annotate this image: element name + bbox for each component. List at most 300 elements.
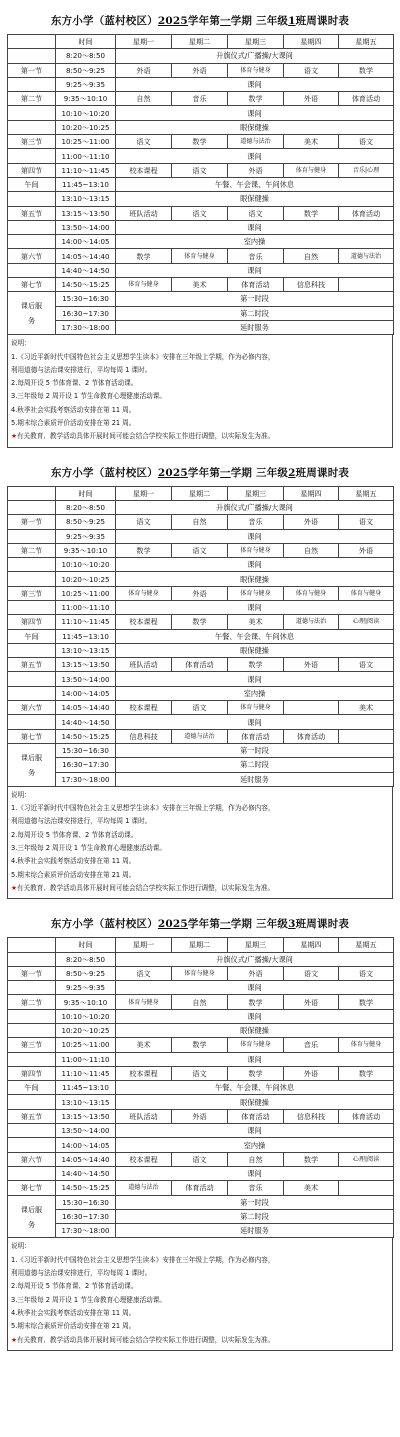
subject-cell: 数学 <box>116 543 172 557</box>
title-part: 一 <box>220 466 231 479</box>
subject-cell: 自然 <box>284 543 339 557</box>
subject-cell: 校本课程 <box>116 615 172 629</box>
subject-cell: 校本课程 <box>116 701 172 715</box>
schedule-title <box>7 460 393 486</box>
activity-cell: 午餐、午会课、午间休息 <box>116 1081 394 1095</box>
subject-cell: 数学 <box>339 995 394 1009</box>
time-cell: 16:30~17:30 <box>56 306 116 320</box>
subject-cell: 数学 <box>228 658 284 672</box>
subject-cell: 数学 <box>228 92 284 106</box>
subject-cell: 体育与健身 <box>116 278 172 292</box>
subject-cell: 体育与健身 <box>339 1038 394 1052</box>
table-row <box>8 1138 394 1152</box>
subject-cell: 自然 <box>284 249 339 263</box>
activity-cell: 课间 <box>116 715 394 729</box>
table-row <box>8 320 394 334</box>
table-row <box>8 1024 394 1038</box>
table-row <box>8 1195 394 1209</box>
period-label-cell <box>8 49 56 63</box>
time-cell: 8:50～9:25 <box>56 63 116 77</box>
period-label-cell: 第一节 <box>8 63 56 77</box>
subject-cell: 体育与健身 <box>228 701 284 715</box>
subject-cell: 音乐 <box>228 249 284 263</box>
time-cell: 14:50～15:25 <box>56 729 116 743</box>
subject-cell: 音乐 <box>284 1038 339 1052</box>
time-cell: 15:30~16:30 <box>56 743 116 757</box>
table-row <box>8 1166 394 1180</box>
table-row <box>8 529 394 543</box>
header-cell: 星期二 <box>172 486 228 500</box>
subject-cell: 音乐 <box>172 92 228 106</box>
activity-cell: 升旗仪式/广播操/大课间 <box>116 49 394 63</box>
time-cell: 11:00～11:10 <box>56 1052 116 1066</box>
table-row <box>8 1095 394 1109</box>
time-cell: 13:15～13:50 <box>56 658 116 672</box>
time-cell: 10:20～10:25 <box>56 572 116 586</box>
time-cell: 14:05～14:40 <box>56 1152 116 1166</box>
table-row <box>8 149 394 163</box>
subject-cell: 自然 <box>172 995 228 1009</box>
table-row <box>8 558 394 572</box>
table-row <box>8 1124 394 1138</box>
activity-cell: 第二时段 <box>116 1209 394 1223</box>
header-cell: 星期五 <box>339 938 394 952</box>
note-line: 利用道德与法治课安排进行，平均每周 1 课时。 <box>11 1269 152 1278</box>
header-cell: 星期五 <box>339 486 394 500</box>
subject-cell: 语文 <box>116 515 172 529</box>
period-label-cell <box>8 1138 56 1152</box>
activity-cell: 午餐、午会课、午间休息 <box>116 629 394 643</box>
time-cell: 16:30~17:30 <box>56 1209 116 1223</box>
title-part: 一 <box>220 15 231 27</box>
period-label-cell: 第二节 <box>8 543 56 557</box>
subject-cell: 体育与健身 <box>228 543 284 557</box>
table-row <box>8 1209 394 1223</box>
activity-cell: 课间 <box>116 600 394 614</box>
activity-cell: 课间 <box>116 106 394 120</box>
note-line: 4.秋季社会实践考察活动安排在第 11 周。 <box>11 1308 136 1317</box>
subject-cell: 道德与法治 <box>284 615 339 629</box>
subject-cell <box>339 729 394 743</box>
subject-cell: 体育与健身 <box>339 586 394 600</box>
time-cell: 11:45~13:10 <box>56 629 116 643</box>
header-cell: 星期四 <box>284 938 339 952</box>
star-icon: ★ <box>11 883 17 892</box>
subject-cell: 外语 <box>284 92 339 106</box>
title-part: 学年第 <box>187 918 221 931</box>
note-line: 1.《习近平新时代中国特色社会主义思想学生读本》安排在三年级上学期，作为必修内容， <box>11 352 275 361</box>
period-label-cell <box>8 558 56 572</box>
title-part: 班周课时表 <box>295 466 350 479</box>
period-label-cell: 第七节 <box>8 1181 56 1195</box>
subject-cell: 班队活动 <box>116 658 172 672</box>
title-part: 学期 三年级 <box>230 466 289 479</box>
notes-title: 说明： <box>11 1242 31 1251</box>
subject-cell <box>284 701 339 715</box>
subject-cell: 道德与法治 <box>228 135 284 149</box>
period-label-cell: 课后服务 <box>8 1195 56 1238</box>
activity-cell: 课间 <box>116 220 394 234</box>
star-note <box>11 1334 389 1347</box>
period-label-cell: 第四节 <box>8 615 56 629</box>
subject-cell: 心理|阅读 <box>339 615 394 629</box>
table-row <box>8 292 394 306</box>
subject-cell: 外语 <box>284 995 339 1009</box>
title-part: 一 <box>220 918 231 931</box>
note-line: 3.三年级每 2 周开设 1 节生命教育心理健康活动课。 <box>11 844 166 853</box>
table-row <box>8 658 394 672</box>
period-label-cell: 第一节 <box>8 966 56 980</box>
subject-cell: 外语 <box>339 543 394 557</box>
subject-cell: 数学 <box>116 249 172 263</box>
table-row <box>8 586 394 600</box>
activity-cell: 升旗仪式/广播操/大课间 <box>116 952 394 966</box>
activity-cell: 课间 <box>116 558 394 572</box>
note-line: 3.三年级每 2 周开设 1 节生命教育心理健康活动课。 <box>11 392 166 401</box>
subject-cell: 体育活动 <box>228 1109 284 1123</box>
table-row <box>8 686 394 700</box>
subject-cell: 体育活动 <box>284 729 339 743</box>
subject-cell: 音乐 <box>228 1181 284 1195</box>
block-spacer <box>0 448 400 460</box>
period-label-cell: 午间 <box>8 1081 56 1095</box>
table-row <box>8 615 394 629</box>
subject-cell: 数学 <box>172 1038 228 1052</box>
time-cell: 14:00～14:05 <box>56 686 116 700</box>
header-cell: 星期一 <box>116 486 172 500</box>
title-part: 学年第 <box>187 15 221 27</box>
time-cell: 13:10～13:15 <box>56 643 116 657</box>
subject-cell: 语文 <box>116 135 172 149</box>
period-label-cell: 第七节 <box>8 729 56 743</box>
activity-cell: 升旗仪式/广播操/大课间 <box>116 500 394 514</box>
subject-cell: 体育与健身 <box>116 995 172 1009</box>
time-cell: 11:10～11:45 <box>56 163 116 177</box>
table-row <box>8 952 394 966</box>
star-note-text: 有关教育、教学活动具体开展时间可能会结合学校实际工作进行调整，以实际发生为准。 <box>16 883 275 892</box>
table-row <box>8 515 394 529</box>
period-label-cell: 第四节 <box>8 163 56 177</box>
star-icon: ★ <box>11 432 17 441</box>
note-line: 4.秋季社会实践考察活动安排在第 11 周。 <box>11 857 136 866</box>
schedule-block <box>7 460 393 900</box>
time-cell: 9:25～9:35 <box>56 529 116 543</box>
subject-cell: 自然 <box>228 1152 284 1166</box>
header-cell: 星期二 <box>172 35 228 49</box>
timetable <box>7 34 394 335</box>
activity-cell: 课间 <box>116 981 394 995</box>
time-cell: 14:40～14:50 <box>56 715 116 729</box>
activity-cell: 室内操 <box>116 235 394 249</box>
subject-cell: 语文 <box>339 658 394 672</box>
table-row <box>8 629 394 643</box>
subject-cell: 校本课程 <box>116 1066 172 1080</box>
header-cell: 星期四 <box>284 35 339 49</box>
title-part: 学期 三年级 <box>230 15 289 27</box>
subject-cell: 外语 <box>284 658 339 672</box>
table-row <box>8 1038 394 1052</box>
notes-section <box>7 1238 393 1350</box>
period-label-cell <box>8 952 56 966</box>
star-note <box>11 430 389 443</box>
title-part: 东方小学（蓝村校区） <box>50 15 158 27</box>
subject-cell: 语文 <box>172 1152 228 1166</box>
table-row <box>8 92 394 106</box>
subject-cell: 班队活动 <box>116 1109 172 1123</box>
title-part: 3 <box>288 918 296 931</box>
title-part: 学期 三年级 <box>230 918 289 931</box>
subject-cell: 语文 <box>172 163 228 177</box>
period-label-cell: 第二节 <box>8 92 56 106</box>
subject-cell: 数学 <box>284 206 339 220</box>
time-cell: 8:20～8:50 <box>56 500 116 514</box>
subject-cell: 美术 <box>339 701 394 715</box>
table-row <box>8 772 394 786</box>
subject-cell: 体育活动 <box>339 206 394 220</box>
time-cell: 14:40～14:50 <box>56 1166 116 1180</box>
period-label-cell <box>8 1124 56 1138</box>
schedule-title <box>7 8 393 34</box>
time-cell: 10:20～10:25 <box>56 1024 116 1038</box>
time-cell: 10:10～10:20 <box>56 558 116 572</box>
time-cell: 17:30～18:00 <box>56 772 116 786</box>
period-label-cell: 第一节 <box>8 515 56 529</box>
subject-cell: 语文 <box>172 206 228 220</box>
period-label-cell <box>8 1009 56 1023</box>
time-cell: 8:20～8:50 <box>56 952 116 966</box>
note-line: 利用道德与法治课安排进行，平均每周 1 课时。 <box>11 365 152 374</box>
subject-cell: 美术 <box>284 1181 339 1195</box>
top-spacer <box>0 0 400 8</box>
star-note-text: 有关教育、教学活动具体开展时间可能会结合学校实际工作进行调整，以实际发生为准。 <box>16 432 275 441</box>
period-label-cell <box>8 672 56 686</box>
subject-cell: 语文 <box>172 701 228 715</box>
table-row <box>8 715 394 729</box>
period-label-cell: 第五节 <box>8 206 56 220</box>
time-cell: 15:30~16:30 <box>56 292 116 306</box>
time-cell: 9:35～10:10 <box>56 995 116 1009</box>
title-part: 班周课时表 <box>295 15 350 27</box>
table-row <box>8 263 394 277</box>
subject-cell: 语文 <box>339 135 394 149</box>
header-cell: 星期二 <box>172 938 228 952</box>
block-spacer <box>0 899 400 911</box>
subject-cell: 外语 <box>172 586 228 600</box>
period-label-cell: 第五节 <box>8 658 56 672</box>
subject-cell: 语文 <box>284 966 339 980</box>
time-cell: 8:50～9:25 <box>56 515 116 529</box>
time-cell: 11:10～11:45 <box>56 1066 116 1080</box>
title-part: 学年第 <box>187 466 221 479</box>
star-icon: ★ <box>11 1335 17 1344</box>
time-cell: 11:10～11:45 <box>56 615 116 629</box>
time-cell: 14:40～14:50 <box>56 263 116 277</box>
header-cell: 星期四 <box>284 486 339 500</box>
table-row <box>8 600 394 614</box>
time-cell: 9:25～9:35 <box>56 77 116 91</box>
subject-cell: 道德与法治 <box>116 1181 172 1195</box>
header-cell: 时间 <box>56 486 116 500</box>
activity-cell: 第一时段 <box>116 1195 394 1209</box>
period-label-cell: 午间 <box>8 629 56 643</box>
activity-cell: 午餐、午会课、午间休息 <box>116 177 394 191</box>
header-cell: 星期一 <box>116 35 172 49</box>
time-cell: 13:10～13:15 <box>56 192 116 206</box>
subject-cell: 语文 <box>172 1066 228 1080</box>
activity-cell: 第二时段 <box>116 306 394 320</box>
table-row <box>8 1224 394 1238</box>
header-cell: 星期三 <box>228 938 284 952</box>
activity-cell: 课间 <box>116 529 394 543</box>
period-label-cell <box>8 192 56 206</box>
subject-cell: 音乐 <box>228 515 284 529</box>
schedule-block <box>7 911 393 1351</box>
activity-cell: 课间 <box>116 1009 394 1023</box>
notes-section <box>7 787 393 899</box>
subject-cell: 外语 <box>172 63 228 77</box>
time-cell: 8:50～9:25 <box>56 966 116 980</box>
time-cell: 14:00～14:05 <box>56 235 116 249</box>
table-row <box>8 701 394 715</box>
header-cell: 星期一 <box>116 938 172 952</box>
subject-cell: 语文 <box>284 63 339 77</box>
subject-cell: 语文 <box>116 966 172 980</box>
subject-cell: 体育与健身 <box>116 586 172 600</box>
timetable <box>7 486 394 787</box>
period-label-cell <box>8 572 56 586</box>
time-cell: 14:05～14:40 <box>56 701 116 715</box>
table-row <box>8 63 394 77</box>
activity-cell: 第一时段 <box>116 292 394 306</box>
subject-cell: 语文 <box>339 515 394 529</box>
activity-cell: 室内操 <box>116 1138 394 1152</box>
time-cell: 9:35～10:10 <box>56 543 116 557</box>
period-label-cell: 第三节 <box>8 586 56 600</box>
subject-cell: 信息科技 <box>284 1109 339 1123</box>
activity-cell: 延时服务 <box>116 1224 394 1238</box>
time-cell: 17:30～18:00 <box>56 320 116 334</box>
activity-cell: 课间 <box>116 77 394 91</box>
table-row <box>8 49 394 63</box>
period-label-cell <box>8 1024 56 1038</box>
subject-cell: 体育与健身 <box>228 586 284 600</box>
activity-cell: 课间 <box>116 672 394 686</box>
subject-cell: 道德与法治 <box>172 729 228 743</box>
subject-cell: 美术 <box>284 135 339 149</box>
header-label-cell <box>8 35 56 49</box>
activity-cell: 第一时段 <box>116 743 394 757</box>
activity-cell: 眼保健操 <box>116 192 394 206</box>
table-row <box>8 77 394 91</box>
subject-cell: 体育与健身 <box>284 163 339 177</box>
subject-cell: 语文 <box>339 966 394 980</box>
table-row <box>8 1009 394 1023</box>
table-row <box>8 500 394 514</box>
table-row <box>8 672 394 686</box>
activity-cell: 眼保健操 <box>116 1024 394 1038</box>
notes-title: 说明： <box>11 790 31 799</box>
note-line: 2.每周开设 5 节体育课、2 节体育活动课。 <box>11 830 138 839</box>
table-row <box>8 163 394 177</box>
time-cell: 11:00～11:10 <box>56 600 116 614</box>
period-label-cell: 午间 <box>8 177 56 191</box>
activity-cell: 课间 <box>116 263 394 277</box>
time-cell: 17:30～18:00 <box>56 1224 116 1238</box>
table-row <box>8 120 394 134</box>
time-cell: 13:10～13:15 <box>56 1095 116 1109</box>
subject-cell <box>339 1181 394 1195</box>
subject-cell: 数学 <box>172 615 228 629</box>
time-cell: 15:30~16:30 <box>56 1195 116 1209</box>
period-label-cell <box>8 220 56 234</box>
note-line: 1.《习近平新时代中国特色社会主义思想学生读本》安排在三年级上学期，作为必修内容， <box>11 804 275 813</box>
subject-cell: 心理|阅读 <box>339 1152 394 1166</box>
subject-cell: 数学 <box>172 135 228 149</box>
header-row <box>8 486 394 500</box>
time-cell: 10:25～11:00 <box>56 135 116 149</box>
time-cell: 13:50～14:00 <box>56 672 116 686</box>
timetable <box>7 937 394 1238</box>
subject-cell: 体育与健身 <box>172 249 228 263</box>
period-label-cell <box>8 981 56 995</box>
table-row <box>8 206 394 220</box>
subject-cell: 语文 <box>228 206 284 220</box>
table-row <box>8 643 394 657</box>
table-row <box>8 981 394 995</box>
header-cell: 时间 <box>56 35 116 49</box>
subject-cell: 信息科技 <box>284 278 339 292</box>
title-part: 东方小学（蓝村校区） <box>50 918 158 931</box>
table-row <box>8 1181 394 1195</box>
table-row <box>8 192 394 206</box>
time-cell: 10:20～10:25 <box>56 120 116 134</box>
note-line: 5.期末综合素质评价活动安排在第 21 周。 <box>11 419 136 428</box>
time-cell: 8:20～8:50 <box>56 49 116 63</box>
subject-cell: 体育活动 <box>228 278 284 292</box>
activity-cell: 延时服务 <box>116 772 394 786</box>
subject-cell: 数学 <box>228 1066 284 1080</box>
subject-cell: 体育活动 <box>172 658 228 672</box>
period-label-cell <box>8 529 56 543</box>
note-line: 5.期末综合素质评价活动安排在第 21 周。 <box>11 1322 136 1331</box>
subject-cell: 体育与健身 <box>228 1038 284 1052</box>
title-part: 2 <box>288 466 296 479</box>
period-label-cell <box>8 235 56 249</box>
activity-cell: 延时服务 <box>116 320 394 334</box>
note-line: 1.《习近平新时代中国特色社会主义思想学生读本》安排在三年级上学期，作为必修内容， <box>11 1255 275 1264</box>
header-cell: 星期五 <box>339 35 394 49</box>
time-cell: 13:15～13:50 <box>56 1109 116 1123</box>
subject-cell: 外语 <box>228 163 284 177</box>
subject-cell: 自然 <box>116 92 172 106</box>
time-cell: 13:50～14:00 <box>56 220 116 234</box>
time-cell: 13:15～13:50 <box>56 206 116 220</box>
table-row <box>8 966 394 980</box>
period-label-cell: 第七节 <box>8 278 56 292</box>
subject-cell: 数学 <box>339 63 394 77</box>
period-label-cell <box>8 149 56 163</box>
table-row <box>8 995 394 1009</box>
period-label-cell <box>8 106 56 120</box>
table-row <box>8 177 394 191</box>
period-label-cell: 课后服务 <box>8 743 56 786</box>
period-label-cell: 第二节 <box>8 995 56 1009</box>
table-row <box>8 1109 394 1123</box>
table-row <box>8 1052 394 1066</box>
header-cell: 星期三 <box>228 486 284 500</box>
subject-cell: 道德与法治 <box>339 249 394 263</box>
title-part: 东方小学（蓝村校区） <box>50 466 158 479</box>
